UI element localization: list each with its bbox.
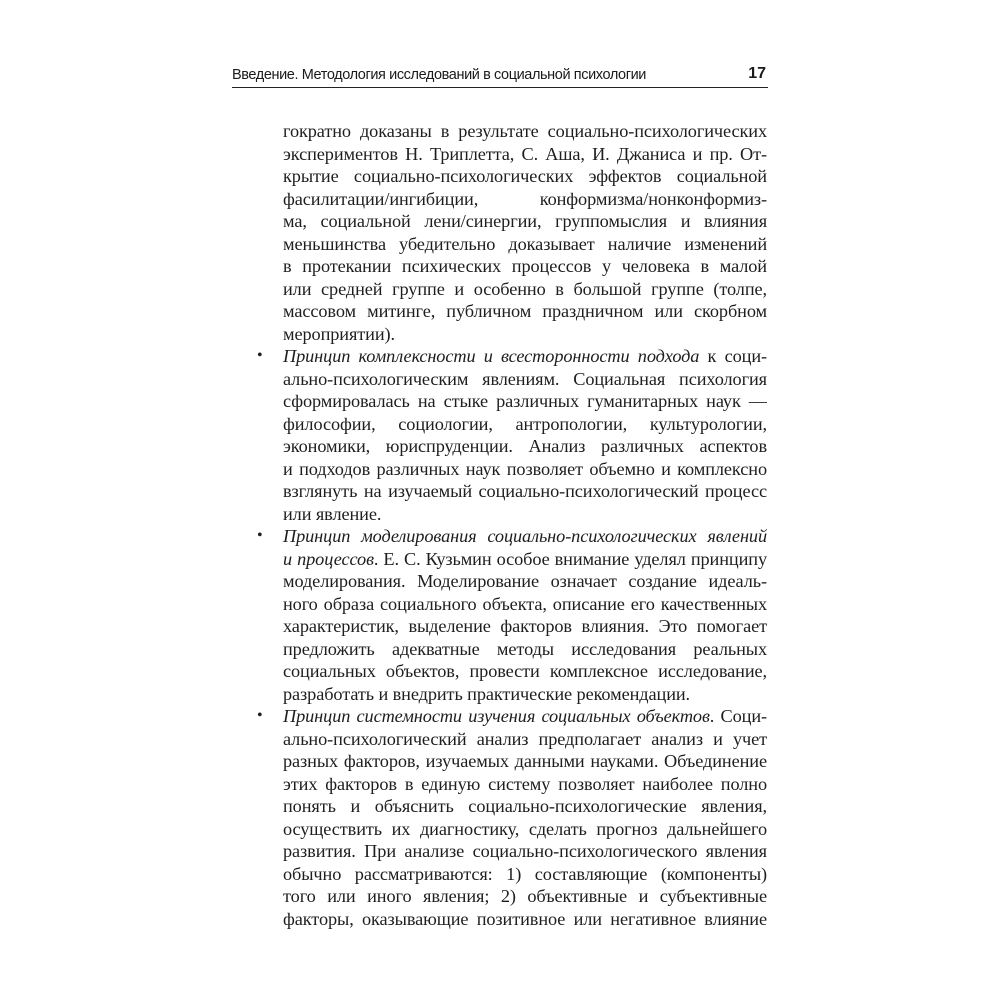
text-line: мероприятии).: [283, 323, 395, 344]
running-title: Введение. Методология исследований в социальной психологии: [232, 67, 646, 83]
bullet-item-modeling: [257, 525, 767, 705]
continuation-paragraph: [257, 120, 767, 345]
text-line: ально-психологический анализ предполагает анализ и учет: [283, 728, 767, 749]
bullet-marker: •: [257, 347, 263, 364]
bullet-item-complexity: [257, 345, 767, 525]
text-line: фасилитации/ингибиции, конформизма/нонконформиз-: [283, 188, 767, 209]
text-line: развития. При анализе социально-психологического явления: [283, 841, 767, 861]
text-line: характеристик, выделение факторов влияния. Это помогает: [283, 616, 767, 636]
text-line: и подходов различных наук позволяет объемно и комплексно: [283, 458, 767, 479]
text-line: [257, 705, 767, 728]
text-line: философии, социологии, антропологии, культурологии,: [283, 413, 767, 434]
principle-title: Принцип комплексности и всесторонности подхода: [283, 346, 700, 366]
text-line: взглянуть на изучаемый социально-психологический процесс: [283, 481, 767, 501]
text-line: осуществить их диагностику, сделать прогноз дальнейшего: [283, 818, 767, 839]
principle-text: к соци-: [699, 346, 767, 366]
text-line: или средней группе и особенно в большой группе (толпе,: [283, 278, 767, 299]
text-line: ма, социальной лени/синергии, группомыслия и влияния: [283, 211, 767, 231]
text-line: или явление.: [283, 503, 382, 524]
body-text: [257, 120, 767, 930]
bullet-item-systemicity: [257, 705, 767, 930]
text-line: разных факторов, изучаемых данными науками. Объединение: [283, 751, 767, 771]
text-line: ного образа социального объекта, описание его качественных: [283, 593, 767, 614]
bullet-marker: •: [257, 527, 263, 544]
bullet-marker: •: [257, 707, 263, 724]
text-line: этих факторов в единую систему позволяет наиболее полно: [283, 773, 767, 794]
text-line: массовом митинге, публичном праздничном или скорбном: [283, 301, 767, 321]
text-line: [257, 345, 767, 368]
text-line: факторы, оказывающие позитивное или негативное влияние: [283, 908, 767, 929]
text-line: крытие социально-психологических эффектов социальной: [283, 166, 767, 186]
text-line: моделирования. Моделирование означает создание идеаль-: [283, 571, 767, 591]
text-line: экспериментов Н. Триплетта, С. Аша, И. Джаниса и пр. От-: [283, 143, 767, 164]
text-line: разработать и внедрить практические рекомендации.: [283, 683, 691, 704]
text-line: обычно рассматриваются: 1) составляющие (компоненты): [283, 863, 767, 884]
text-line: гократно доказаны в результате социально-психологических: [283, 121, 767, 141]
principle-title: Принцип моделирования социально-психологических явлений: [283, 526, 767, 546]
text-line: [257, 525, 767, 548]
running-header: [232, 62, 768, 88]
principle-text: . Соци-: [709, 706, 767, 726]
text-line: предложить адекватные методы исследования реальных: [283, 638, 767, 659]
text-line: социальных объектов, провести комплексное исследование,: [283, 661, 767, 681]
principle-title: Принцип системности изучения социальных объектов: [283, 706, 710, 726]
text-line: экономики, юриспруденции. Анализ различных аспектов: [283, 436, 767, 456]
text-line: сформировалась на стыке различных гуманитарных наук —: [283, 391, 767, 411]
principle-text: . Е. С. Кузьмин особое внимание уделял принципу: [373, 548, 767, 569]
text-line: понять и объяснить социально-психологические явления,: [283, 796, 767, 816]
text-line: ально-психологическим явлениям. Социальная психология: [283, 368, 767, 389]
text-line: меньшинства убедительно доказывает наличие изменений: [283, 233, 767, 254]
text-line: [257, 548, 767, 571]
page-number: 17: [748, 65, 766, 82]
text-line: в протекании психических процессов у человека в малой: [283, 256, 767, 276]
principle-title: и процессов: [283, 548, 374, 569]
text-line: того или иного явления; 2) объективные и субъективные: [283, 886, 767, 906]
